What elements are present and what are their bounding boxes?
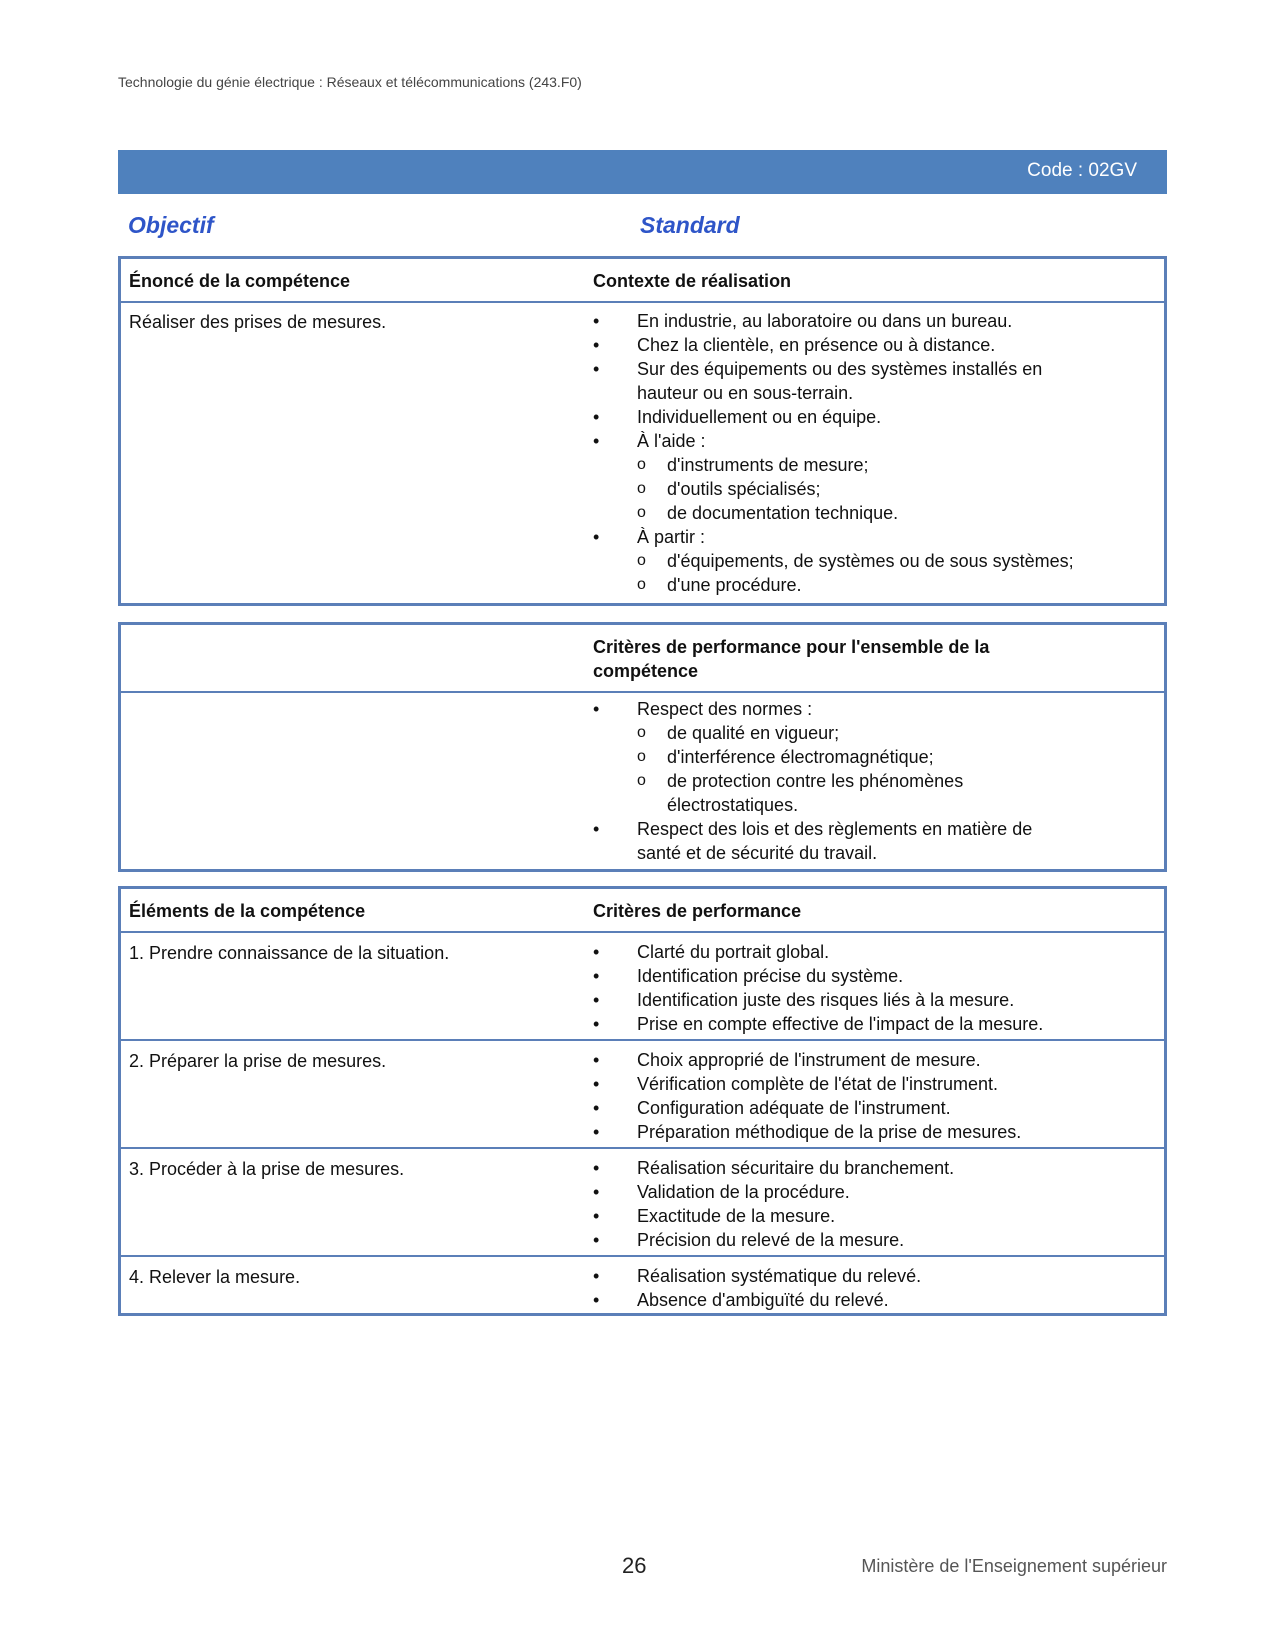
elements-header: Éléments de la compétence (129, 901, 366, 921)
element-3: 3. Procéder à la prise de mesures. (129, 1159, 405, 1179)
sub-list-item: o d'interférence électromagnétique; (637, 745, 1063, 769)
list-item: • Absence d'ambiguïté du relevé. (593, 1288, 1153, 1312)
list-item: • Préparation méthodique de la prise de mesures. (593, 1120, 1153, 1144)
list-item: • Exactitude de la mesure. (593, 1204, 1153, 1228)
header-divider (121, 691, 1164, 693)
list-item: • Chez la clientèle, en présence ou à distance. (593, 333, 1093, 357)
statement-header: Énoncé de la compétence (129, 271, 351, 291)
sub-list-item: o de documentation technique. (637, 501, 1093, 525)
list-item: • Réalisation systématique du relevé. (593, 1264, 1153, 1288)
criteria-list-4 (593, 1264, 1153, 1312)
list-item: • Choix approprié de l'instrument de mesure. (593, 1048, 1153, 1072)
sub-list (637, 549, 1093, 597)
element-1: 1. Prendre connaissance de la situation. (129, 943, 450, 963)
list-item: • Sur des équipements ou des systèmes installés en hauteur ou en sous-terrain. (593, 357, 1093, 405)
list-item: • Identification juste des risques liés à la mesure. (593, 988, 1153, 1012)
sub-list-item: o de protection contre les phénomènes électrostatiques. (637, 769, 1063, 817)
list-item: • Configuration adéquate de l'instrument. (593, 1096, 1153, 1120)
list-item: • Identification précise du système. (593, 964, 1153, 988)
sub-list-item: o d'une procédure. (637, 573, 1093, 597)
context-list (593, 309, 1093, 597)
list-item: • Clarté du portrait global. (593, 940, 1153, 964)
sub-list-item: o d'équipements, de systèmes ou de sous systèmes; (637, 549, 1093, 573)
list-item: • À l'aide : o d'instruments de mesure; o d'outils spécialisés; o de documentation technique. (593, 429, 1093, 525)
element-2: 2. Préparer la prise de mesures. (129, 1051, 387, 1071)
code-bar (118, 150, 1167, 194)
overall-criteria-header: Critères de performance pour l'ensemble de la compétence (593, 637, 990, 681)
objective-heading: Objectif (128, 212, 214, 238)
sub-list-item: o d'instruments de mesure; (637, 453, 1093, 477)
list-item: • Précision du relevé de la mesure. (593, 1228, 1153, 1252)
element-4: 4. Relever la mesure. (129, 1267, 301, 1287)
header-divider (121, 301, 1164, 303)
row-divider (121, 1147, 1164, 1149)
header-divider (121, 931, 1164, 933)
overall-criteria-list (593, 697, 1063, 865)
sub-list-item: o d'outils spécialisés; (637, 477, 1093, 501)
list-item: • Vérification complète de l'état de l'instrument. (593, 1072, 1153, 1096)
list-item: • Individuellement ou en équipe. (593, 405, 1093, 429)
list-item: • Validation de la procédure. (593, 1180, 1153, 1204)
competence-table (118, 256, 1167, 606)
criteria-list-1 (593, 940, 1153, 1036)
criteria-list-2 (593, 1048, 1153, 1144)
running-title: Technologie du génie électrique : Réseaux et télécommunications (243.F0) (118, 74, 582, 90)
list-item: • Respect des lois et des règlements en matière de santé et de sécurité du travail. (593, 817, 1063, 865)
page-number: 26 (622, 1553, 647, 1578)
sub-list-item: o de qualité en vigueur; (637, 721, 1063, 745)
standard-heading: Standard (640, 212, 740, 238)
sub-list (637, 453, 1093, 525)
row-divider (121, 1039, 1164, 1041)
ministry-footer: Ministère de l'Enseignement supérieur (861, 1556, 1167, 1576)
elements-table (118, 886, 1167, 1316)
list-item: • En industrie, au laboratoire ou dans un bureau. (593, 309, 1093, 333)
list-item: • Réalisation sécuritaire du branchement. (593, 1156, 1153, 1180)
criteria-header: Critères de performance (593, 901, 802, 921)
course-code: Code : 02GV (1027, 160, 1137, 181)
competence-statement: Réaliser des prises de mesures. (129, 312, 387, 332)
overall-criteria-table (118, 622, 1167, 872)
list-item: • Respect des normes : o de qualité en vigueur; o d'interférence électromagnétique; o de protection contre les phénomènes électrostatiques. (593, 697, 1063, 817)
list-item: • À partir : o d'équipements, de systèmes ou de sous systèmes; o d'une procédure. (593, 525, 1093, 597)
row-divider (121, 1255, 1164, 1257)
sub-list (637, 721, 1063, 817)
list-item: • Prise en compte effective de l'impact de la mesure. (593, 1012, 1153, 1036)
criteria-list-3 (593, 1156, 1153, 1252)
context-header: Contexte de réalisation (593, 271, 792, 291)
